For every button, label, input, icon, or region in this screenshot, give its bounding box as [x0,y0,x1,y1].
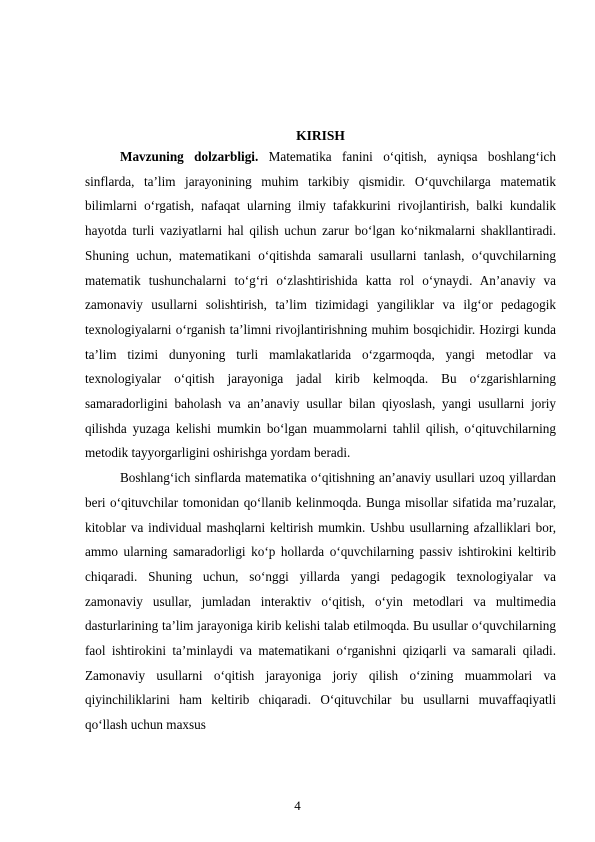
paragraph-text: Matematika fanini o‘qitish, ayniqsa boshlang‘ich sinflarda, ta’lim jarayonining muhim tarkibiy qismidir. O‘quvchilarga matematik bilimlarni o‘rgatish, nafaqat ularning ilmiy tafakkurini rivojlantirish, balki kundalik hayotda turli vaziyatlarni hal qilish uchun zarur bo‘lgan ko‘nikmalarni shakllantiradi. Shuning uchun, matematikani o‘qitishda samarali usullarni tanlash, o‘quvchilarning matematik tushunchalarni to‘g‘ri o‘zlashtirishida katta rol o‘ynaydi. An’anaviy va zamonaviy usullarni solishtirish, ta’lim tizimidagi yangiliklar va ilg‘or pedagogik texnologiyalarni o‘rganish ta’limni rivojlantirishning muhim bosqichidir. Hozirgi kunda ta’lim tizimi dunyoning turli mamlakatlarida o‘zgarmoqda, yangi metodlar va texnologiyalar o‘qitish jarayoniga jadal kirib kelmoqda. Bu o‘zgarishlarning samaradorligini baholash va an’anaviy usullar bilan qiyoslash, yangi usullarni joriy qilishda yuzaga kelishi mumkin bo‘lgan muammolarni tahlil qilish, o‘qituvchilarning metodik tayyorgarligini oshirishga yordam beradi. [85,149,556,461]
document-body [85,127,556,738]
paragraph-text: Boshlang‘ich sinflarda matematika o‘qitishning an’anaviy usullari uzoq yillardan beri o‘qituvchilar tomonidan qo‘llanib kelinmoqda. Bunga misollar sifatida ma’ruzalar, kitoblar va individual mashqlarni keltirish mumkin. Ushbu usullarning afzalliklari bor, ammo ularning samaradorligi ko‘p hollarda o‘quvchilarning passiv ishtirokini keltirib chiqaradi. Shuning uchun, so‘nggi yillarda yangi pedagogik texnologiyalar va zamonaviy usullar, jumladan interaktiv o‘qitish, o‘yin metodlari va multimedia dasturlarining ta’lim jarayoniga kirib kelishi talab etilmoqda. Bu usullar o‘quvchilarning faol ishtirokini ta’minlaydi va matematikani o‘rganishni qiziqarli va samarali qiladi. Zamonaviy usullarni o‘qitish jarayoniga joriy qilish o‘zining muammolari va qiyinchiliklarini ham keltirib chiqaradi. O‘qituvchilar bu usullarni muvaffaqiyatli qo‘llash uchun maxsus [85,470,556,733]
section-heading: KIRISH [296,128,345,143]
page-number: 4 [294,798,301,813]
paragraph-lead: Mavzuning dolzarbligi. [120,149,259,164]
paragraph-methods [85,466,556,738]
paragraph-relevance [85,145,556,466]
